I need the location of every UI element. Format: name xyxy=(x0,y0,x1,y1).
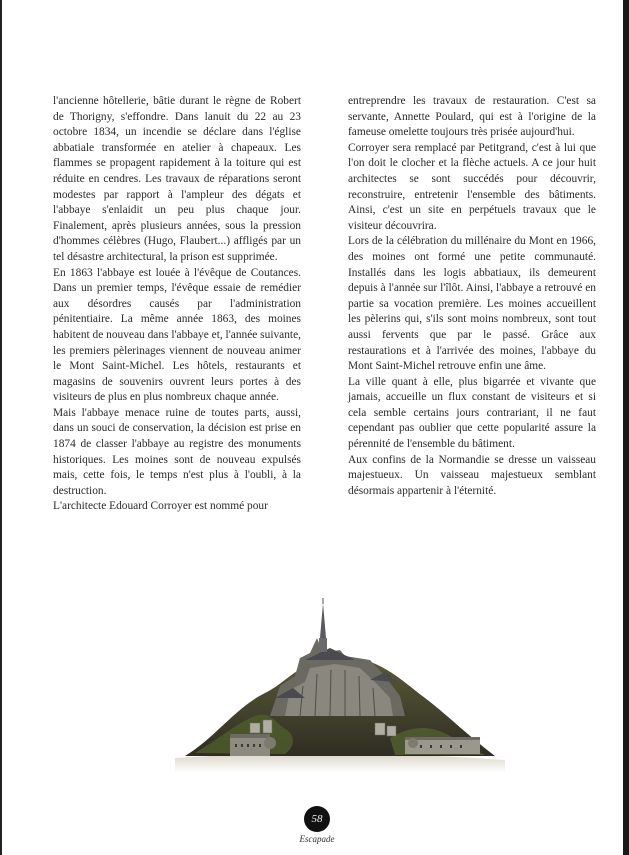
paragraph: Mais l'abbaye menace ruine de toutes parts, aussi, dans un souci de conservation, la décision est prise en 1874 de classer l'abbaye au registre des monuments historiques. Les moines sont de nouveau expulsés mais, cette fois, le temps n'est plus à l'oubli, à la destruction. xyxy=(53,406,301,497)
page-edge-right xyxy=(623,0,629,855)
text-column-right xyxy=(348,94,596,499)
paragraph: l'ancienne hôtellerie, bâtie durant le règne de Robert de Thorigny, s'effondre. Dans lanuit du 22 au 23 octobre 1834, un incendie se déclare dans l'église abbatiale transformée en atelier à chapeaux. Les flammes se propagent rapidement à la toiture qui est réduite en cendres. Les travaux de réparations seront modestes par rapport à l'ampleur des dégats et l'abbaye s'enlaidit un peu plus chaque jour. Finalement, après plusieurs années, sous la pression d'hommes célèbres (Hugo, Flaubert...) affligés par un tel désastre architectural, la prison est supprimée. xyxy=(53,95,301,263)
paragraph: Lors de la célébration du millénaire du Mont en 1966, des moines ont formé une petite communauté. Installés dans les logis abbatiaux, ils demeurent depuis à l'année sur l'îlôt. Ainsi, l'abbaye a retrouvé en partie sa vocation première. Les moines accueillent les pèlerins qui, s'ils sont moins nombreux, sont tout aussi fervents que par le passé. Grâce aux restaurations et à l'arrivée des moines, l'abbaye du Mont Saint-Michel retrouve enfin une âme. xyxy=(348,235,596,373)
publisher-mark: Escapade xyxy=(299,834,335,844)
paragraph: L'architecte Edouard Corroyer est nommé pour xyxy=(53,500,268,513)
paragraph: Aux confins de la Normandie se dresse un vaisseau majestueux. Un vaisseau majestueux semblant désormais appartenir à l'éternité. xyxy=(348,453,596,497)
page-number-badge: 58 xyxy=(304,806,330,832)
paragraph: La ville quant à elle, plus bigarrée et vivante que jamais, accueille un flux constant de visiteurs et si cela semble certains jours contrariant, il ne faut cependant pas oublier que cette popularité assure la pérennité de l'ensemble du bâtiment. xyxy=(348,375,596,451)
mont-saint-michel-illustration xyxy=(175,598,505,773)
page-edge-left xyxy=(0,0,2,855)
paragraph: Corroyer sera remplacé par Petitgrand, c'est à lui que l'on doit le clocher et la flèche actuels. A ce jour huit architectes se sont succédés pour découvrir, reconstruire, entretenir l'ensemble des bâtiments. Ainsi, c'est un site en perpétuels travaux que le visiteur découvrira. xyxy=(348,141,596,232)
paragraph: En 1863 l'abbaye est louée à l'évêque de Coutances. Dans un premier temps, l'évêque essaie de remédier aux désordres causés par l'administration pénitentiaire. La même année 1863, des moines habitent de nouveau dans l'abbaye et, l'année suivante, les premiers pèlerinages viennent de nouveau animer le Mont Saint-Michel. Les hôtels, restaurants et magasins de souvenirs ouvrent leurs portes à des visiteurs de plus en plus nombreux chaque année. xyxy=(53,266,301,404)
paragraph: entreprendre les travaux de restauration. C'est sa servante, Annette Poulard, qui est à l'origine de la fameuse omelette toujours très prisée aujourd'hui. xyxy=(348,95,596,139)
text-column-left xyxy=(53,94,301,515)
